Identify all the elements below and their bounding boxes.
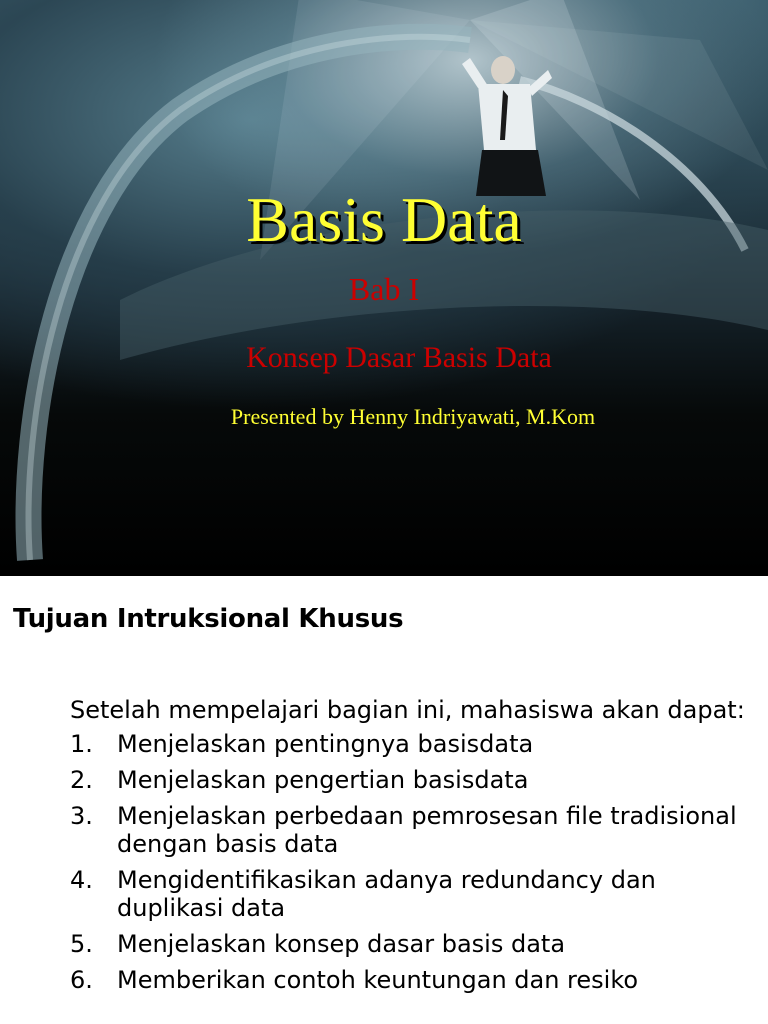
slide-title: Basis Data <box>246 184 522 255</box>
list-number: 4. <box>70 866 93 894</box>
list-number: 2. <box>70 766 93 794</box>
list-text: Menjelaskan perbedaan pemrosesan file tradisional dengan basis data <box>117 802 737 858</box>
list-text: Menjelaskan konsep dasar basis data <box>117 930 566 958</box>
list-item <box>70 766 750 794</box>
list-number: 5. <box>70 930 93 958</box>
list-text: Menjelaskan pentingnya basisdata <box>117 730 534 758</box>
list-item <box>70 866 750 922</box>
list-text: Mengidentifikasikan adanya redundancy dan duplikasi data <box>117 866 656 922</box>
objectives-heading: Tujuan Intruksional Khusus <box>13 604 404 634</box>
list-item <box>70 930 750 958</box>
objectives-body <box>70 696 750 1002</box>
list-text: Menjelaskan pengertian basisdata <box>117 766 529 794</box>
list-number: 1. <box>70 730 93 758</box>
chapter-label: Bab I <box>348 271 420 307</box>
objectives-list <box>70 730 750 994</box>
list-text: Memberikan contoh keuntungan dan resiko <box>117 966 639 994</box>
man-head <box>491 56 515 84</box>
list-item <box>70 802 750 858</box>
man-arm <box>462 58 488 88</box>
list-item <box>70 730 750 758</box>
topic-title: Konsep Dasar Basis Data <box>246 341 552 374</box>
presenter-line: Presented by Henny Indriyawati, M.Kom <box>230 404 596 429</box>
objectives-slide <box>0 576 768 1024</box>
intro-text: Setelah mempelajari bagian ini, mahasiswa akan dapat: <box>70 696 745 724</box>
list-number: 3. <box>70 802 93 830</box>
man-shirt <box>478 84 536 150</box>
list-item <box>70 966 750 994</box>
list-number: 6. <box>70 966 93 994</box>
